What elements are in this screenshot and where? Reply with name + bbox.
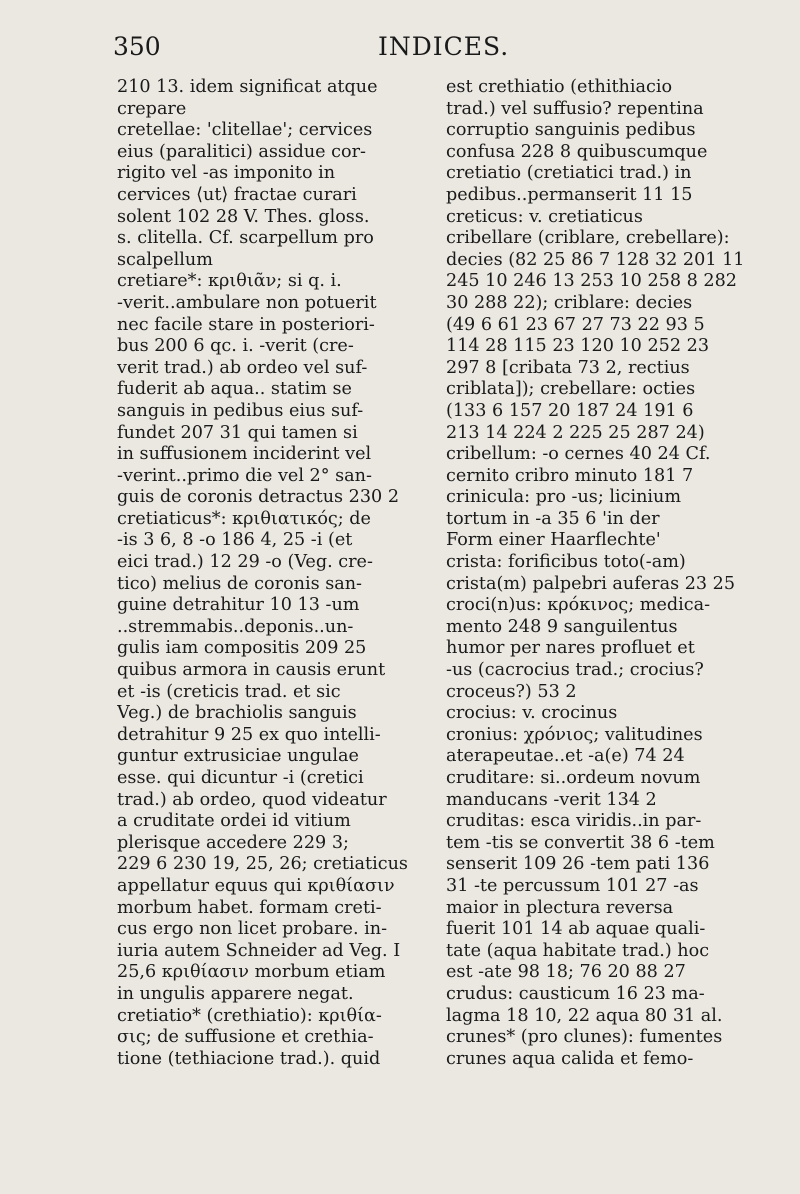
index-line: cretiare*: κριθιᾶν; si q. i. xyxy=(117,271,342,292)
index-line: 30 288 22); criblare: decies xyxy=(446,292,693,313)
index-line: trad.) ab ordeo, quod videatur xyxy=(117,789,387,810)
index-line: crepare xyxy=(117,98,187,119)
index-line: crocius: v. crocinus xyxy=(446,703,618,724)
index-line: cribellum: -o cernes 40 24 Cf. xyxy=(446,444,711,465)
index-line: tate (aqua habitate trad.) hoc xyxy=(446,940,710,961)
index-line: maior in plectura reversa xyxy=(446,897,674,918)
index-line: cribellare (criblare, crebellare): xyxy=(446,228,730,249)
index-line: cretiatio (cretiatici trad.) in xyxy=(446,163,692,184)
index-line: trad.) vel suffusio? repentina xyxy=(446,98,704,119)
index-line: crunes* (pro clunes): fumentes xyxy=(446,1027,723,1048)
index-line: tico) melius de coronis san- xyxy=(117,573,362,594)
index-line: cus ergo non licet probare. in- xyxy=(117,919,388,940)
index-line: appellatur equus qui κριθίασιν xyxy=(117,875,395,896)
index-line: mento 248 9 sanguilentus xyxy=(446,616,678,637)
index-line: iuria autem Schneider ad Veg. I xyxy=(117,940,401,961)
index-line: 213 14 224 2 225 25 287 24) xyxy=(446,422,705,443)
index-line: 229 6 230 19, 25, 26; cretiaticus xyxy=(117,854,408,875)
index-line: (133 6 157 20 187 24 191 6 xyxy=(446,400,694,421)
index-line: crunes aqua calida et femo- xyxy=(446,1048,694,1069)
index-line: bus 200 6 qc. i. -verit (cre- xyxy=(117,336,354,357)
index-line: -verint..primo die vel 2° san- xyxy=(117,465,372,486)
index-column-left xyxy=(117,77,439,1070)
index-line: cretiatio* (crethiatio): κριθία- xyxy=(117,1005,382,1026)
index-line: -verit..ambulare non potuerit xyxy=(117,292,377,313)
index-line: 210 13. idem significat atque xyxy=(117,77,378,97)
index-line: plerisque accedere 229 3; xyxy=(117,832,349,853)
index-line: tione (tethiacione trad.). quid xyxy=(117,1048,381,1069)
index-line: nec facile stare in posteriori- xyxy=(117,314,375,335)
index-line: Veg.) de brachiolis sanguis xyxy=(117,703,357,724)
index-line: ..stremmabis..deponis..un- xyxy=(117,616,354,637)
index-line: humor per nares profluet et xyxy=(446,638,695,659)
index-line: 25,6 κριθίασιν morbum etiam xyxy=(117,962,386,983)
index-line: crista(m) palpebri auferas 23 25 xyxy=(446,573,736,594)
index-line: fuderit ab aqua.. statim se xyxy=(117,379,352,400)
index-line: quibus armora in causis erunt xyxy=(117,660,386,681)
index-line: in suffusionem inciderint vel xyxy=(117,444,372,465)
index-line: crinicula: pro -us; licinium xyxy=(446,487,682,508)
index-line: senserit 109 26 -tem pati 136 xyxy=(446,854,710,875)
index-line: cruditare: si..ordeum novum xyxy=(446,768,701,788)
index-line: morbum habet. formam creti- xyxy=(117,897,382,918)
index-line: tem -tis se convertit 38 6 -tem xyxy=(446,832,715,853)
index-line: scalpellum xyxy=(117,249,213,270)
index-column-right xyxy=(446,77,766,1070)
index-line: cretellae: 'clitellae'; cervices xyxy=(117,120,373,141)
index-line: Form einer Haarflechte' xyxy=(446,530,661,551)
index-line: guntur extrusiciae ungulae xyxy=(117,746,359,767)
index-line: tortum in -a 35 6 'in der xyxy=(446,508,660,529)
index-line: detrahitur 9 25 ex quo intelli- xyxy=(117,724,381,745)
index-line: fundet 207 31 qui tamen si xyxy=(117,422,358,443)
index-line: crista: forificibus toto(-am) xyxy=(446,552,686,573)
index-line: croci(n)us: κρόκινος; medica- xyxy=(446,595,711,616)
index-line: gulis iam compositis 209 25 xyxy=(117,638,367,659)
index-line: est crethiatio (ethithiacio xyxy=(446,77,673,97)
index-line: criblata]); crebellare: octies xyxy=(446,379,696,400)
index-line: σις; de suffusione et crethia- xyxy=(117,1027,374,1048)
index-line: esse. qui dicuntur -i (cretici xyxy=(117,768,364,788)
index-line: rigito vel -as imponito in xyxy=(117,163,336,184)
index-line: 114 28 115 23 120 10 252 23 xyxy=(446,336,710,357)
index-line: in ungulis apparere negat. xyxy=(117,983,354,1004)
index-line: cervices ⟨ut⟩ fractae curari xyxy=(117,184,357,205)
index-line: cronius: χρόνιος; valitudines xyxy=(446,724,703,745)
index-line: eius (paralitici) assidue cor- xyxy=(117,141,366,162)
index-line: -is 3 6, 8 -o 186 4, 25 -i (et xyxy=(117,530,353,551)
index-line: a cruditate ordei id vitium xyxy=(117,811,351,832)
index-line: verit trad.) ab ordeo vel suf- xyxy=(117,357,368,378)
index-line: sanguis in pedibus eius suf- xyxy=(117,400,364,421)
running-title: INDICES. xyxy=(378,32,510,61)
index-line: creticus: v. cretiaticus xyxy=(446,206,643,227)
index-line: guis de coronis detractus 230 2 xyxy=(117,487,400,508)
index-line: pedibus..permanserit 11 15 xyxy=(446,184,693,205)
index-line: cruditas: esca viridis..in par- xyxy=(446,811,702,832)
index-line: lagma 18 10, 22 aqua 80 31 al. xyxy=(446,1005,723,1026)
index-line: -us (cacrocius trad.; crocius? xyxy=(446,660,704,681)
index-line: (49 6 61 23 67 27 73 22 93 5 xyxy=(446,314,705,335)
index-line: aterapeutae..et -a(e) 74 24 xyxy=(446,746,685,767)
page-number: 350 xyxy=(113,32,161,61)
index-line: cretiaticus*: κριθιατικός; de xyxy=(117,508,371,529)
index-line: 245 10 246 13 253 10 258 8 282 xyxy=(446,271,738,292)
index-line: solent 102 28 V. Thes. gloss. xyxy=(117,206,370,227)
index-line: eici trad.) 12 29 -o (Veg. cre- xyxy=(117,552,373,573)
index-line: confusa 228 8 quibuscumque xyxy=(446,141,708,162)
index-line: 31 -te percussum 101 27 -as xyxy=(446,875,699,896)
index-line: corruptio sanguinis pedibus xyxy=(446,120,696,141)
index-line: fuerit 101 14 ab aquae quali- xyxy=(446,919,706,940)
index-line: manducans -verit 134 2 xyxy=(446,789,657,810)
index-line: croceus?) 53 2 xyxy=(446,681,577,702)
index-line: 297 8 [cribata 73 2, rectius xyxy=(446,357,690,378)
index-line: guine detrahitur 10 13 -um xyxy=(117,595,360,616)
index-line: s. clitella. Cf. scarpellum pro xyxy=(117,228,374,249)
index-line: decies (82 25 86 7 128 32 201 11 xyxy=(446,249,745,270)
index-line: cernito cribro minuto 181 7 xyxy=(446,465,694,486)
index-line: et -is (creticis trad. et sic xyxy=(117,681,341,702)
index-line: est -ate 98 18; 76 20 88 27 xyxy=(446,962,686,983)
index-line: crudus: causticum 16 23 ma- xyxy=(446,983,705,1004)
